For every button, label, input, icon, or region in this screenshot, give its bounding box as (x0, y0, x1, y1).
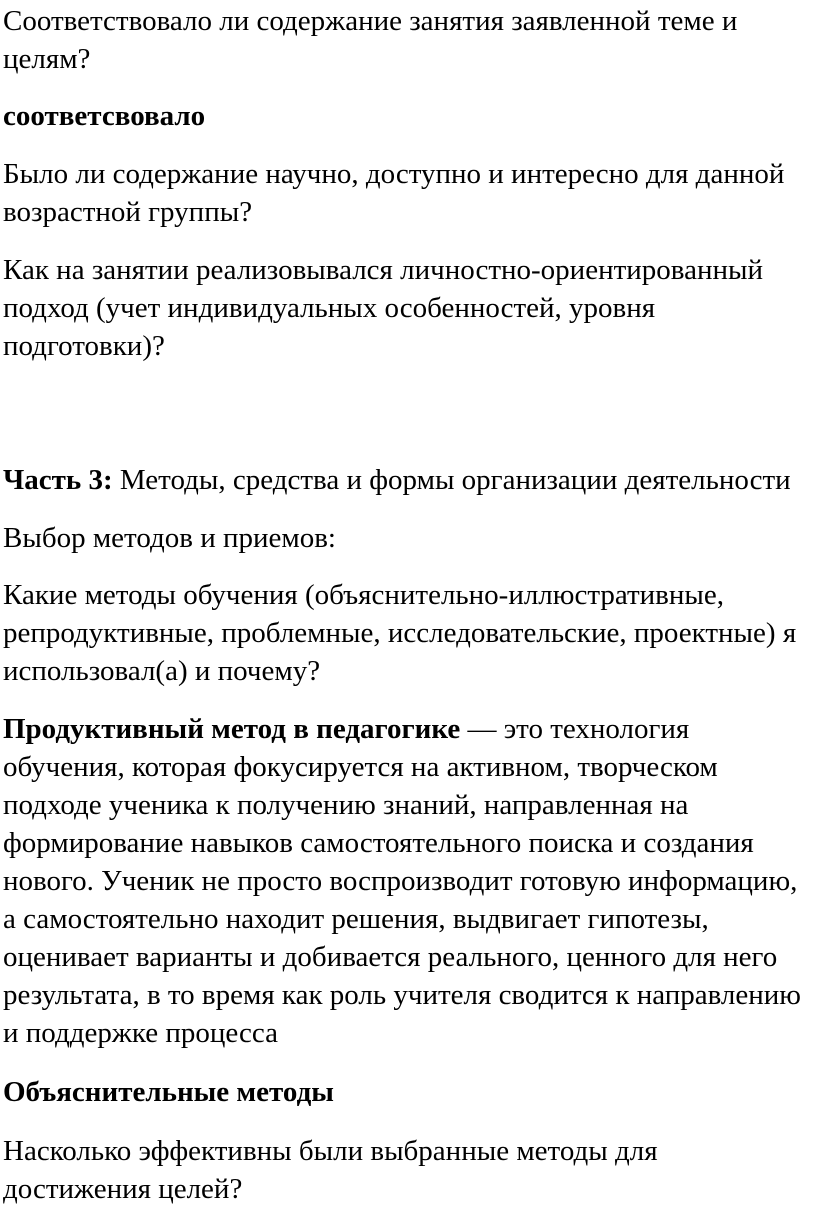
productive-method-paragraph (3, 710, 809, 1052)
productive-method-term: Продуктивный метод в педагогике (3, 713, 461, 745)
answer-content-topic-text: соответсвовало (3, 100, 206, 132)
explanatory-methods-heading (3, 1073, 809, 1111)
question-personal-approach: Как на занятии реализовывался личностно-ориентированный подход (учет индивидуальных особенностей, уровня подготовки)? (3, 254, 764, 362)
question-methods: Какие методы обучения (объяснительно-иллюстративные, репродуктивные, проблемные, исследовательские, проектные) я использовал(а) и почему? (3, 579, 797, 687)
document-page (3, 0, 809, 1208)
part3-label: Часть 3: (3, 464, 113, 496)
question-scientific: Было ли содержание научно, доступно и интересно для данной возрастной группы? (3, 158, 785, 228)
methods-choice-label: Выбор методов и приемов: (3, 522, 336, 554)
productive-method-definition: — это технология обучения, которая фокусируется на активном, творческом подходе ученика к получению знаний, направленная на формирование навыков самостоятельного поиска и создания нового. Ученик не просто воспроизводит готовую информацию, а самостоятельно находит решения, выдвигает гипотезы, оценивает варианты и добивается реального, ценного для него результата, в то время как роль учителя сводится к направлению и поддержке процесса (3, 713, 801, 1049)
question-content-topic: Соответствовало ли содержание занятия заявленной теме и целям? (3, 5, 738, 75)
answer-content-topic (3, 97, 809, 135)
question-effectiveness: Насколько эффективны были выбранные методы для достижения целей? (3, 1135, 658, 1205)
section-heading-part3 (3, 461, 809, 499)
explanatory-methods-text: Объяснительные методы (3, 1076, 334, 1108)
part3-title: Методы, средства и формы организации деятельности (112, 464, 791, 496)
